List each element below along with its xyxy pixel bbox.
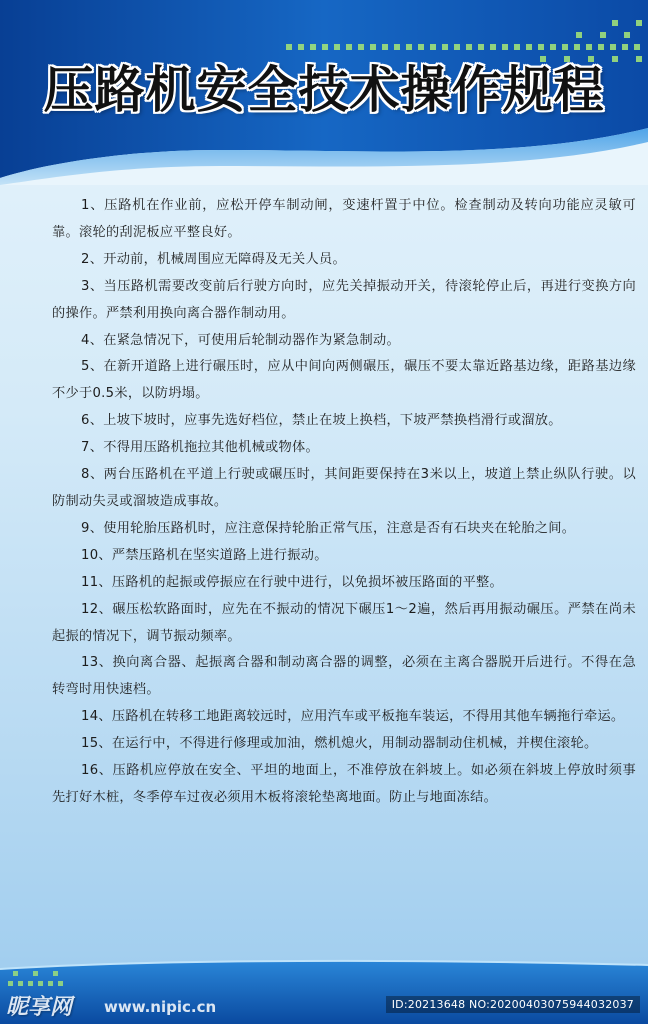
- rule-item: 2、开动前，机械周围应无障碍及无关人员。: [81, 251, 346, 267]
- rule-item: 10、严禁压路机在坚实道路上进行振动。: [81, 547, 328, 563]
- rule-item: 11、压路机的起振或停振应在行驶中进行，以免损坏被压路面的平整。: [81, 574, 504, 590]
- rule-item: 13、换向离合器、起振离合器和制动离合器的调整，必须在主离合器脱开后进行。不得在急转弯时用快速档。: [52, 655, 636, 698]
- rule-item: 15、在运行中，不得进行修理或加油，燃机熄火，用制动器制动住机械，并楔住滚轮。: [81, 736, 598, 752]
- page-title: 压路机安全技术操作规程: [43, 60, 605, 119]
- rule-item: 7、不得用压路机拖拉其他机械或物体。: [81, 440, 320, 456]
- rule-item: 16、压路机应停放在安全、平坦的地面上，不准停放在斜坡上。如必须在斜坡上停放时须事先打好木桩，冬季停车过夜必须用木板将滚轮垫离地面。防止与地面冻结。: [52, 763, 636, 805]
- image-id-label: ID:20213648 NO:20200403075944032037: [386, 996, 640, 1013]
- watermark-logo: 昵享网: [6, 995, 73, 1020]
- rule-item: 1、压路机在作业前，应松开停车制动闸，变速杆置于中位。检查制动及转向功能应灵敏可靠。滚轮的刮泥板应平整良好。: [52, 198, 636, 240]
- rule-item: 14、压路机在转移工地距离较远时，应用汽车或平板拖车装运，不得用其他车辆拖行牵运。: [81, 709, 625, 725]
- rule-item: 4、在紧急情况下，可使用后轮制动器作为紧急制动。: [81, 332, 400, 348]
- watermark-url: www.nipic.cn: [104, 998, 217, 1016]
- rule-item: 8、两台压路机在平道上行驶或碾压时，其间距要保持在3米以上，坡道上禁止纵队行驶。以防制动失灵或溜坡造成事故。: [52, 467, 636, 509]
- footer-banner: [0, 955, 648, 1024]
- rule-item: 9、使用轮胎压路机时，应注意保持轮胎正常气压，注意是否有石块夹在轮胎之间。: [81, 520, 576, 536]
- rule-item: 12、碾压松软路面时，应先在不振动的情况下碾压1～2遍，然后再用振动碾压。严禁在尚未起振的情况下，调节振动频率。: [52, 601, 636, 644]
- rule-item: 3、当压路机需要改变前后行驶方向时，应先关掉振动开关，待滚轮停止后，再进行变换方向的操作。严禁利用换向离合器作制动用。: [52, 278, 636, 321]
- rules-list: [52, 193, 636, 812]
- rule-item: 6、上坡下坡时，应事先选好档位，禁止在坡上换档，下坡严禁换档滑行或溜放。: [81, 413, 562, 429]
- rule-item: 5、在新开道路上进行碾压时，应从中间向两侧碾压，碾压不要太靠近路基边缘，距路基边缘不少于0.5米，以防坍塌。: [52, 359, 636, 402]
